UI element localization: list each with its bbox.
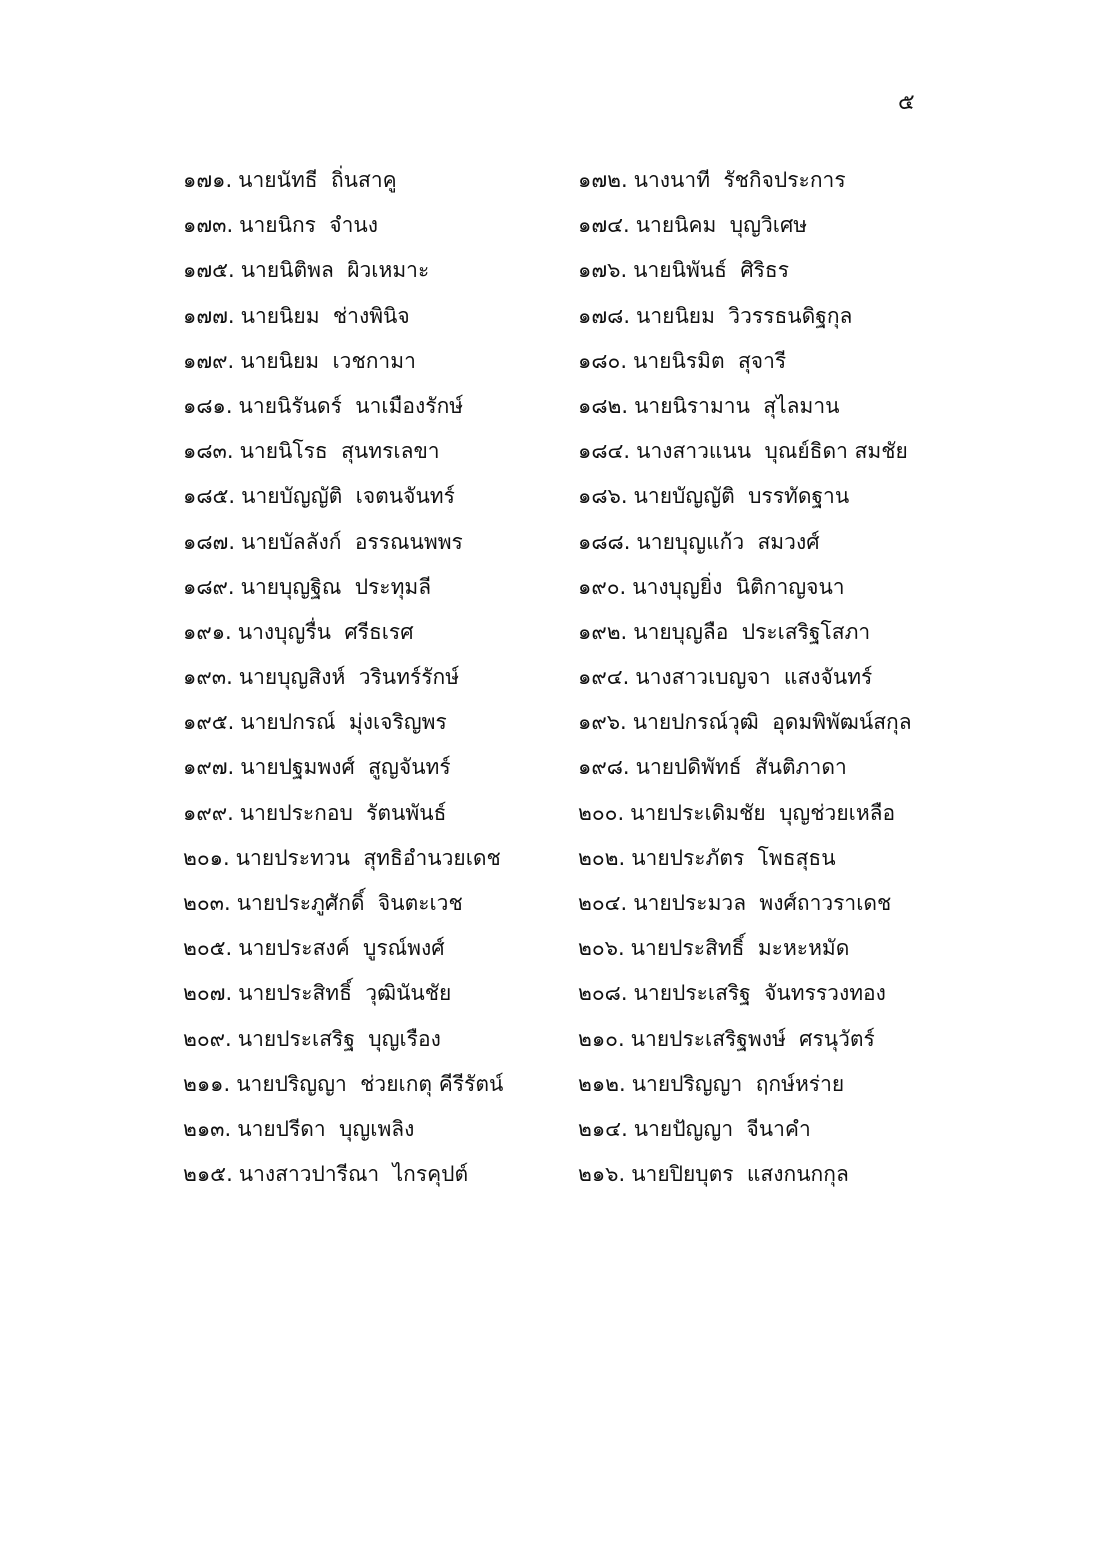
entry-name: นายนิติพล ผิวเหมาะ	[240, 258, 430, 283]
entry-number: ๒๐๘.	[578, 981, 628, 1006]
entry-name: นายปกรณ์ มุ่งเจริญพร	[240, 710, 447, 735]
entry-name: นายบัลลังก์ อรรณนพพร	[241, 529, 463, 554]
entry-name: นายนิโรธ สุนทรเลขา	[239, 439, 440, 464]
entry-number: ๑๙๘.	[578, 755, 630, 780]
list-item	[183, 933, 563, 978]
entry-name: นายปัญญา จีนาคำ	[633, 1116, 811, 1141]
entry-name: นายนิรามาน สุไลมาน	[634, 393, 840, 418]
entry-name: นายนิยม เวชกามา	[240, 348, 416, 373]
entry-name: นางสาวเบญจา แสงจันทร์	[635, 665, 873, 690]
list-item	[578, 888, 978, 933]
entry-number: ๑๙๗.	[183, 755, 235, 780]
entry-number: ๒๑๔.	[578, 1116, 628, 1141]
right-column	[578, 165, 978, 1204]
entry-number: ๒๐๗.	[183, 981, 233, 1006]
entry-name: นายบุญแก้ว สมวงศ์	[636, 529, 820, 554]
list-item	[578, 391, 978, 436]
entry-number: ๑๙๙.	[183, 800, 234, 825]
list-item	[183, 165, 563, 210]
entry-name: นางสาวแนน บุณย์ธิดา สมชัย	[636, 439, 908, 464]
entry-number: ๒๑๕.	[183, 1162, 233, 1187]
entry-name: นายนิรันดร์ นาเมืองรักษ์	[238, 393, 464, 418]
entry-number: ๑๙๒.	[578, 619, 628, 644]
list-item	[578, 1114, 978, 1159]
entry-name: นายประสิทธิ์ วุฒินันชัย	[238, 981, 452, 1006]
entry-number: ๑๗๘.	[578, 303, 630, 328]
entry-name: นางบุญรื่น ศรีธเรศ	[237, 619, 414, 644]
entry-number: ๒๐๒.	[578, 845, 626, 870]
entry-number: ๒๑๒.	[578, 1071, 626, 1096]
entry-name: นายปดิพัทธ์ สันติภาดา	[635, 755, 847, 780]
entry-number: ๑๙๖.	[578, 710, 627, 735]
entry-name: นายปกรณ์วุฒิ อุดมพิพัฒน์สกุล	[632, 710, 912, 735]
entry-name: นายประเดิมชัย บุญช่วยเหลือ	[630, 800, 896, 825]
list-item	[183, 1024, 563, 1069]
entry-name: นายประสงค์ บูรณ์พงศ์	[238, 936, 445, 961]
entry-number: ๑๙๓.	[183, 665, 233, 690]
entry-number: ๒๑๑.	[183, 1071, 231, 1096]
entry-name: นายประภูศักดิ์ จินตะเวช	[236, 891, 463, 915]
list-item	[578, 481, 978, 526]
entry-number: ๑๘๑.	[183, 393, 233, 418]
entry-number: ๑๘๖.	[578, 484, 628, 509]
list-item	[578, 436, 978, 481]
entry-name: นายบัญญัติ บรรทัดฐาน	[633, 484, 850, 509]
entry-name: นายปริญญา ฤกษ์หร่าย	[631, 1071, 845, 1096]
entry-name: นางสาวปารีณา ไกรคุปต์	[238, 1162, 469, 1187]
list-item	[183, 255, 563, 300]
list-item	[183, 752, 563, 797]
entry-number: ๑๘๐.	[578, 348, 628, 373]
entry-number: ๒๐๖.	[578, 936, 625, 961]
entry-number: ๒๑๓.	[183, 1116, 232, 1141]
list-item	[183, 662, 563, 707]
list-item	[183, 301, 563, 346]
list-item	[578, 527, 978, 572]
entry-number: ๑๗๓.	[183, 213, 234, 238]
entry-number: ๒๐๕.	[183, 936, 233, 961]
entry-number: ๑๗๙.	[183, 348, 235, 373]
entry-number: ๑๙๐.	[578, 574, 627, 599]
entry-number: ๑๗๕.	[183, 258, 235, 283]
list-item	[578, 210, 978, 255]
entry-number: ๑๘๕.	[183, 484, 236, 509]
entry-number: ๒๑๖.	[578, 1162, 626, 1187]
list-item	[183, 481, 563, 526]
entry-name: นายปฐมพงศ์ สูญจันทร์	[240, 755, 451, 780]
entry-number: ๑๗๔.	[578, 213, 630, 238]
list-item	[183, 572, 563, 617]
list-item	[183, 1159, 563, 1204]
entry-name: นายบุญสิงห์ วรินทร์รักษ์	[238, 665, 460, 690]
page-number: ๕	[898, 90, 915, 115]
entry-number: ๑๗๑.	[183, 168, 233, 192]
entry-number: ๑๘๒.	[578, 393, 629, 418]
entry-number: ๒๐๓.	[183, 891, 231, 915]
entry-name: นายนัทธี ถิ่นสาคู	[238, 168, 397, 192]
entry-name: นายนิรมิต สุจารี	[633, 348, 787, 373]
list-item	[183, 888, 563, 933]
entry-name: นางบุญยิ่ง นิติกาญจนา	[632, 574, 845, 599]
entry-number: ๒๐๐.	[578, 800, 625, 825]
entry-name: นายปรีดา บุญเพลิง	[237, 1116, 415, 1141]
entry-name: นายนิคม บุญวิเศษ	[635, 213, 808, 238]
list-item	[578, 798, 978, 843]
entry-name: นายนิพันธ์ ศิริธร	[633, 258, 790, 283]
entry-name: นายประมวล พงศ์ถาวราเดช	[633, 891, 892, 915]
list-item	[578, 346, 978, 391]
list-item	[578, 165, 978, 210]
entry-name: นายประทวน สุทธิอำนวยเดช	[235, 845, 501, 870]
entry-name: นายประเสริฐ บุญเรือง	[237, 1026, 441, 1051]
list-item	[578, 1024, 978, 1069]
entry-number: ๒๐๑.	[183, 845, 230, 870]
list-item	[578, 843, 978, 888]
list-item	[183, 1114, 563, 1159]
list-item	[183, 1069, 563, 1114]
entry-name: นายประสิทธิ์ มะหะหมัด	[630, 936, 850, 961]
entry-name: นายประเสริฐพงษ์ ศรนุวัตร์	[630, 1026, 875, 1051]
entry-number: ๑๘๗.	[183, 529, 235, 554]
list-item	[578, 662, 978, 707]
entry-number: ๑๘๔.	[578, 439, 631, 464]
list-item	[183, 527, 563, 572]
entry-name: นายปิยบุตร แสงกนกกุล	[631, 1162, 849, 1187]
entry-name: นายประกอบ รัตนพันธ์	[239, 800, 447, 825]
list-item	[578, 752, 978, 797]
list-item	[183, 617, 563, 662]
entry-number: ๒๐๔.	[578, 891, 628, 915]
list-item	[578, 255, 978, 300]
entry-name: นางนาที รัชกิจประการ	[633, 168, 846, 192]
list-item	[183, 843, 563, 888]
entry-number: ๑๗๖.	[578, 258, 628, 283]
entry-number: ๑๗๗.	[183, 303, 235, 328]
entry-number: ๑๗๒.	[578, 168, 628, 192]
list-item	[183, 798, 563, 843]
entry-name: นายประภัตร โพธสุธน	[631, 845, 836, 870]
entry-name: นายนิยม ช่างพินิจ	[240, 303, 410, 328]
entry-number: ๒๐๙.	[183, 1026, 232, 1051]
list-item	[578, 978, 978, 1023]
list-item	[578, 617, 978, 662]
entry-name: นายปริญญา ช่วยเกตุ คีรีรัตน์	[236, 1071, 504, 1096]
entry-name: นายนิยม วิวรรธนดิฐกุล	[636, 303, 853, 328]
entry-number: ๑๘๓.	[183, 439, 234, 464]
list-item	[183, 346, 563, 391]
entry-number: ๑๘๘.	[578, 529, 631, 554]
list-item	[578, 572, 978, 617]
list-item	[578, 1159, 978, 1204]
list-item	[183, 436, 563, 481]
entry-number: ๑๙๕.	[183, 710, 235, 735]
entry-name: นายประเสริฐ จันทรรวงทอง	[633, 981, 886, 1006]
entry-name: นายบุญฐิณ ประทุมลี	[240, 574, 432, 599]
list-item	[183, 210, 563, 255]
list-item	[578, 707, 978, 752]
list-item	[183, 391, 563, 436]
entry-name: นายนิกร จำนง	[239, 213, 379, 238]
list-item	[183, 978, 563, 1023]
entry-number: ๑๙๔.	[578, 665, 630, 690]
entry-number: ๑๙๑.	[183, 619, 232, 644]
entry-name: นายบุญลือ ประเสริฐโสภา	[633, 619, 871, 644]
list-item	[578, 301, 978, 346]
list-item	[183, 707, 563, 752]
list-item	[578, 933, 978, 978]
list-item	[578, 1069, 978, 1114]
entry-number: ๒๑๐.	[578, 1026, 625, 1051]
left-column	[183, 165, 563, 1204]
entry-number: ๑๘๙.	[183, 574, 235, 599]
entry-name: นายบัญญัติ เจตนจันทร์	[241, 484, 455, 509]
